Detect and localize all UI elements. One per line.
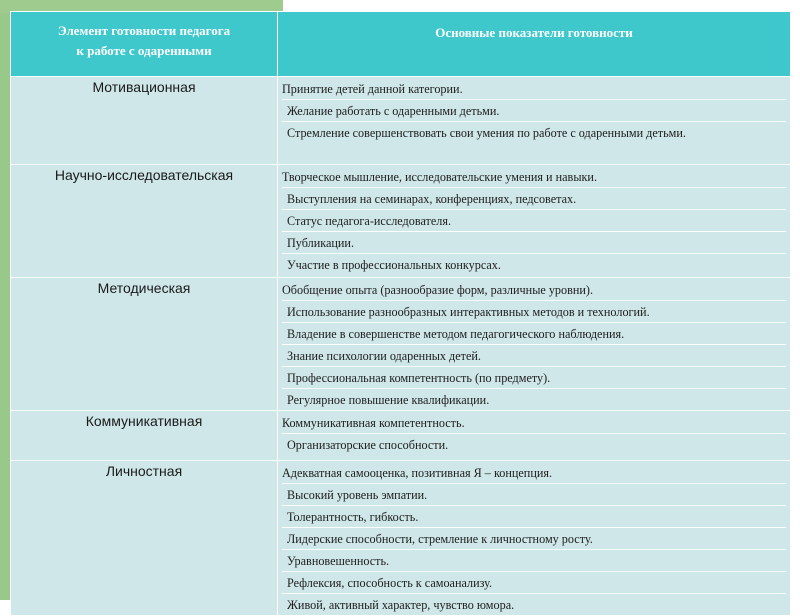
indicator-item: Использование разнообразных интерактивных методов и технологий. <box>282 301 786 323</box>
header-element-label: Элемент готовности педагога к работе с одаренными <box>57 23 231 58</box>
indicator-item: Регулярное повышение квалификации. <box>287 393 490 407</box>
table-header-row <box>11 12 791 77</box>
indicator-item: Статус педагога-исследователя. <box>282 210 786 232</box>
indicators-cell-communicative <box>278 411 791 461</box>
indicator-item: Коммуникативная компетентность. <box>282 412 786 434</box>
element-cell-personal <box>11 461 278 616</box>
indicator-item: Желание работать с одаренными детьми. <box>282 100 786 122</box>
element-cell-research <box>11 165 278 278</box>
indicator-item: Организаторские способности. <box>287 438 449 452</box>
indicator-item: Выступления на семинарах, конференциях, педсоветах. <box>282 188 786 210</box>
element-label: Методическая <box>97 280 191 296</box>
element-label: Личностная <box>105 463 183 479</box>
indicator-item: Обобщение опыта (разнообразие форм, различные уровни). <box>282 279 786 301</box>
element-cell-methodical <box>11 278 278 411</box>
indicator-item: Владение в совершенстве методом педагогического наблюдения. <box>282 323 786 345</box>
indicator-item: Лидерские способности, стремление к личностному росту. <box>282 528 786 550</box>
indicator-item: Толерантность, гибкость. <box>282 506 786 528</box>
indicator-item: Уравновешенность. <box>282 550 786 572</box>
element-cell-motivational <box>11 77 278 165</box>
indicator-item: Высокий уровень эмпатии. <box>282 484 786 506</box>
readiness-table <box>10 11 791 616</box>
element-label: Научно-исследовательская <box>54 167 234 183</box>
element-cell-communicative <box>11 411 278 461</box>
indicator-item: Знание психологии одаренных детей. <box>282 345 786 367</box>
element-label: Коммуникативная <box>85 413 203 429</box>
table-body <box>11 77 791 616</box>
table-row <box>11 165 791 278</box>
header-indicators <box>278 12 791 77</box>
indicators-cell-research <box>278 165 791 278</box>
indicators-cell-motivational <box>278 77 791 165</box>
indicator-item: Живой, активный характер, чувство юмора. <box>287 598 515 612</box>
indicators-cell-personal <box>278 461 791 616</box>
indicator-item: Стремление совершенствовать свои умения по работе с одаренными детьми. <box>287 126 686 140</box>
indicator-item: Творческое мышление, исследовательские умения и навыки. <box>282 166 786 188</box>
indicator-item: Публикации. <box>282 232 786 254</box>
indicator-item: Участие в профессиональных конкурсах. <box>287 258 501 272</box>
table-row <box>11 461 791 616</box>
table-row <box>11 278 791 411</box>
indicator-item: Рефлексия, способность к самоанализу. <box>282 572 786 594</box>
element-label: Мотивационная <box>92 79 196 95</box>
table-row <box>11 77 791 165</box>
indicator-item: Принятие детей данной категории. <box>282 78 786 100</box>
header-element <box>11 12 278 77</box>
indicators-cell-methodical <box>278 278 791 411</box>
indicator-item: Профессиональная компетентность (по предмету). <box>282 367 786 389</box>
table-row <box>11 411 791 461</box>
header-indicators-label: Основные показатели готовности <box>435 25 633 40</box>
indicator-item: Адекватная самооценка, позитивная Я – концепция. <box>282 462 786 484</box>
